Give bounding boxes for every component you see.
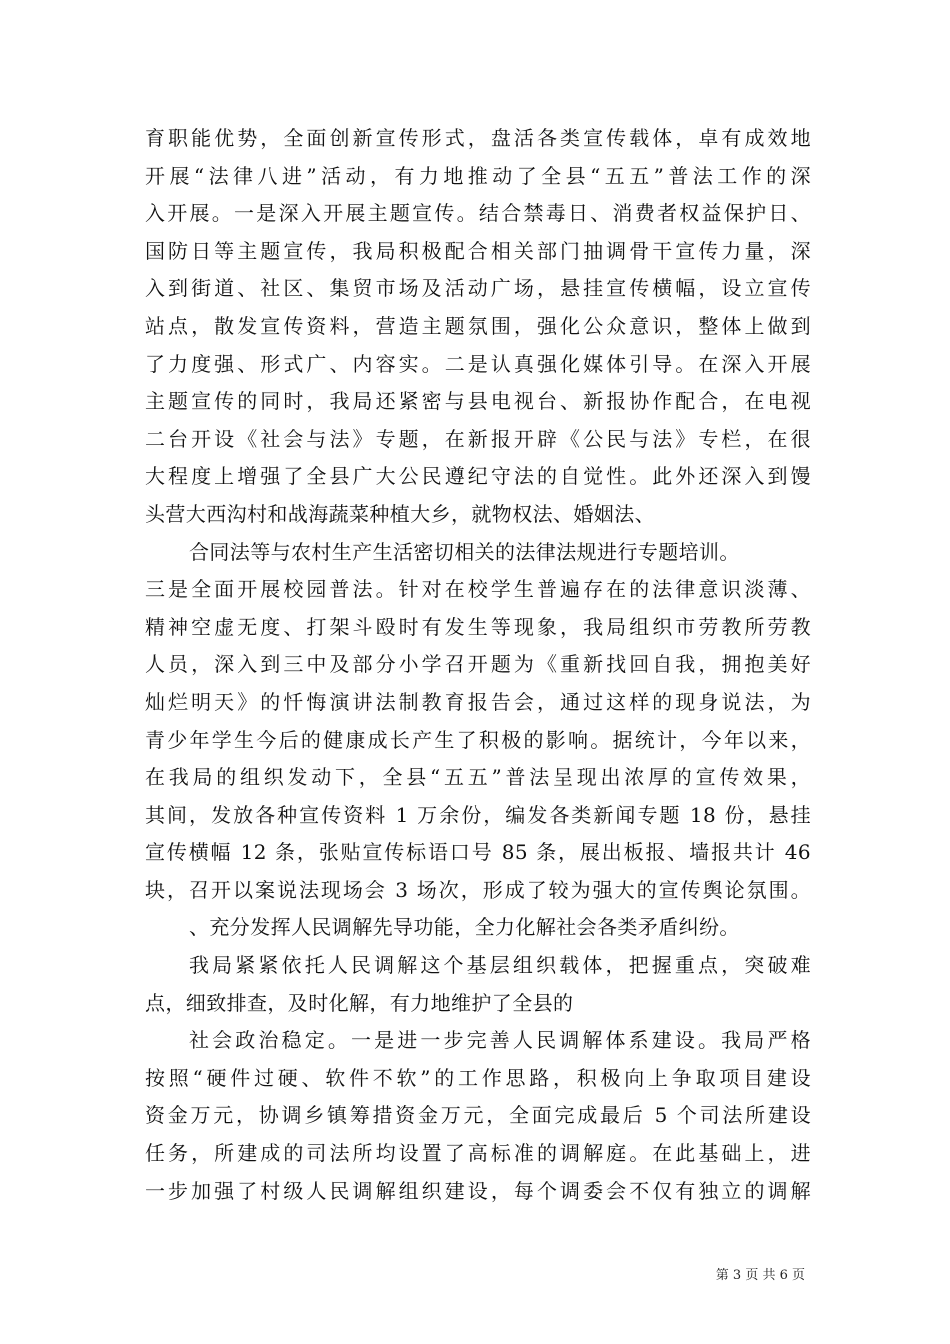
text-line: 任务，所建成的司法所均设置了高标准的调解庭。在此基础上，进 bbox=[145, 1141, 811, 1166]
text-line: 其间，发放各种宣传资料 1 万余份，编发各类新闻专题 18 份，悬挂 bbox=[145, 802, 811, 827]
text-line: 精神空虚无度、打架斗殴时有发生等现象，我局组织市劳教所劳教 bbox=[145, 614, 811, 639]
text-line: 入开展。一是深入开展主题宣传。结合禁毒日、消费者权益保护日、 bbox=[145, 201, 811, 226]
page-number: 第 3 页 共 6 页 bbox=[715, 1268, 805, 1283]
text-line: 开展“法律八进”活动，有力地推动了全县“五五”普法工作的深 bbox=[145, 163, 811, 188]
text-line: 在我局的组织发动下，全县“五五”普法呈现出浓厚的宣传效果， bbox=[145, 765, 811, 790]
text-line: 育职能优势，全面创新宣传形式，盘活各类宣传载体，卓有成效地 bbox=[145, 126, 811, 150]
text-line: 站点，散发宣传资料，营造主题氛围，强化公众意识，整体上做到 bbox=[145, 313, 811, 338]
text-line: 主题宣传的同时，我局还紧密与县电视台、新报协作配合，在电视 bbox=[145, 389, 811, 414]
text-line: 国防日等主题宣传，我局积极配合相关部门抽调骨干宣传力量，深 bbox=[145, 238, 811, 263]
text-line: 灿烂明天》的忏悔演讲法制教育报告会，通过这样的现身说法，为 bbox=[145, 689, 811, 714]
text-line: 青少年学生今后的健康成长产生了积极的影响。据统计，今年以来， bbox=[145, 727, 811, 752]
text-line: 三是全面开展校园普法。针对在校学生普遍存在的法律意识淡薄、 bbox=[145, 577, 811, 602]
text-line: 块，召开以案说法现场会 3 场次，形成了较为强大的宣传舆论氛围。 bbox=[145, 877, 811, 902]
text-line: 大程度上增强了全县广大公民遵纪守法的自觉性。此外还深入到馒 bbox=[145, 464, 811, 489]
body-text bbox=[145, 120, 811, 1210]
text-line: 宣传横幅 12 条，张贴宣传标语口号 85 条，展出板报、墙报共计 46 bbox=[145, 840, 811, 865]
text-line: 按照“硬件过硬、软件不软”的工作思路，积极向上争取项目建设 bbox=[145, 1065, 811, 1090]
text-line: 社会政治稳定。一是进一步完善人民调解体系建设。我局严格 bbox=[189, 1028, 811, 1053]
text-line: 头营大西沟村和战海蔬菜种植大乡，就物权法、婚姻法、 bbox=[145, 501, 655, 526]
text-line: 资金万元，协调乡镇筹措资金万元，全面完成最后 5 个司法所建设 bbox=[145, 1103, 811, 1128]
text-line: 我局紧紧依托人民调解这个基层组织载体，把握重点，突破难 bbox=[189, 953, 811, 978]
text-line: 二台开设《社会与法》专题，在新报开辟《公民与法》专栏，在很 bbox=[145, 426, 811, 451]
text-line: 入到街道、社区、集贸市场及活动广场，悬挂宣传横幅，设立宣传 bbox=[145, 276, 811, 301]
text-line: 点，细致排查，及时化解，有力地维护了全县的 bbox=[145, 990, 574, 1015]
text-line: 一步加强了村级人民调解组织建设，每个调委会不仅有独立的调解 bbox=[145, 1178, 811, 1203]
text-line: 人员，深入到三中及部分小学召开题为《重新找回自我，拥抱美好 bbox=[145, 652, 811, 677]
text-line: 合同法等与农村生产生活密切相关的法律法规进行专题培训。 bbox=[189, 539, 740, 564]
section-heading: 、充分发挥人民调解先导功能，全力化解社会各类矛盾纠纷。 bbox=[189, 915, 740, 940]
text-line: 了力度强、形式广、内容实。二是认真强化媒体引导。在深入开展 bbox=[145, 351, 811, 376]
